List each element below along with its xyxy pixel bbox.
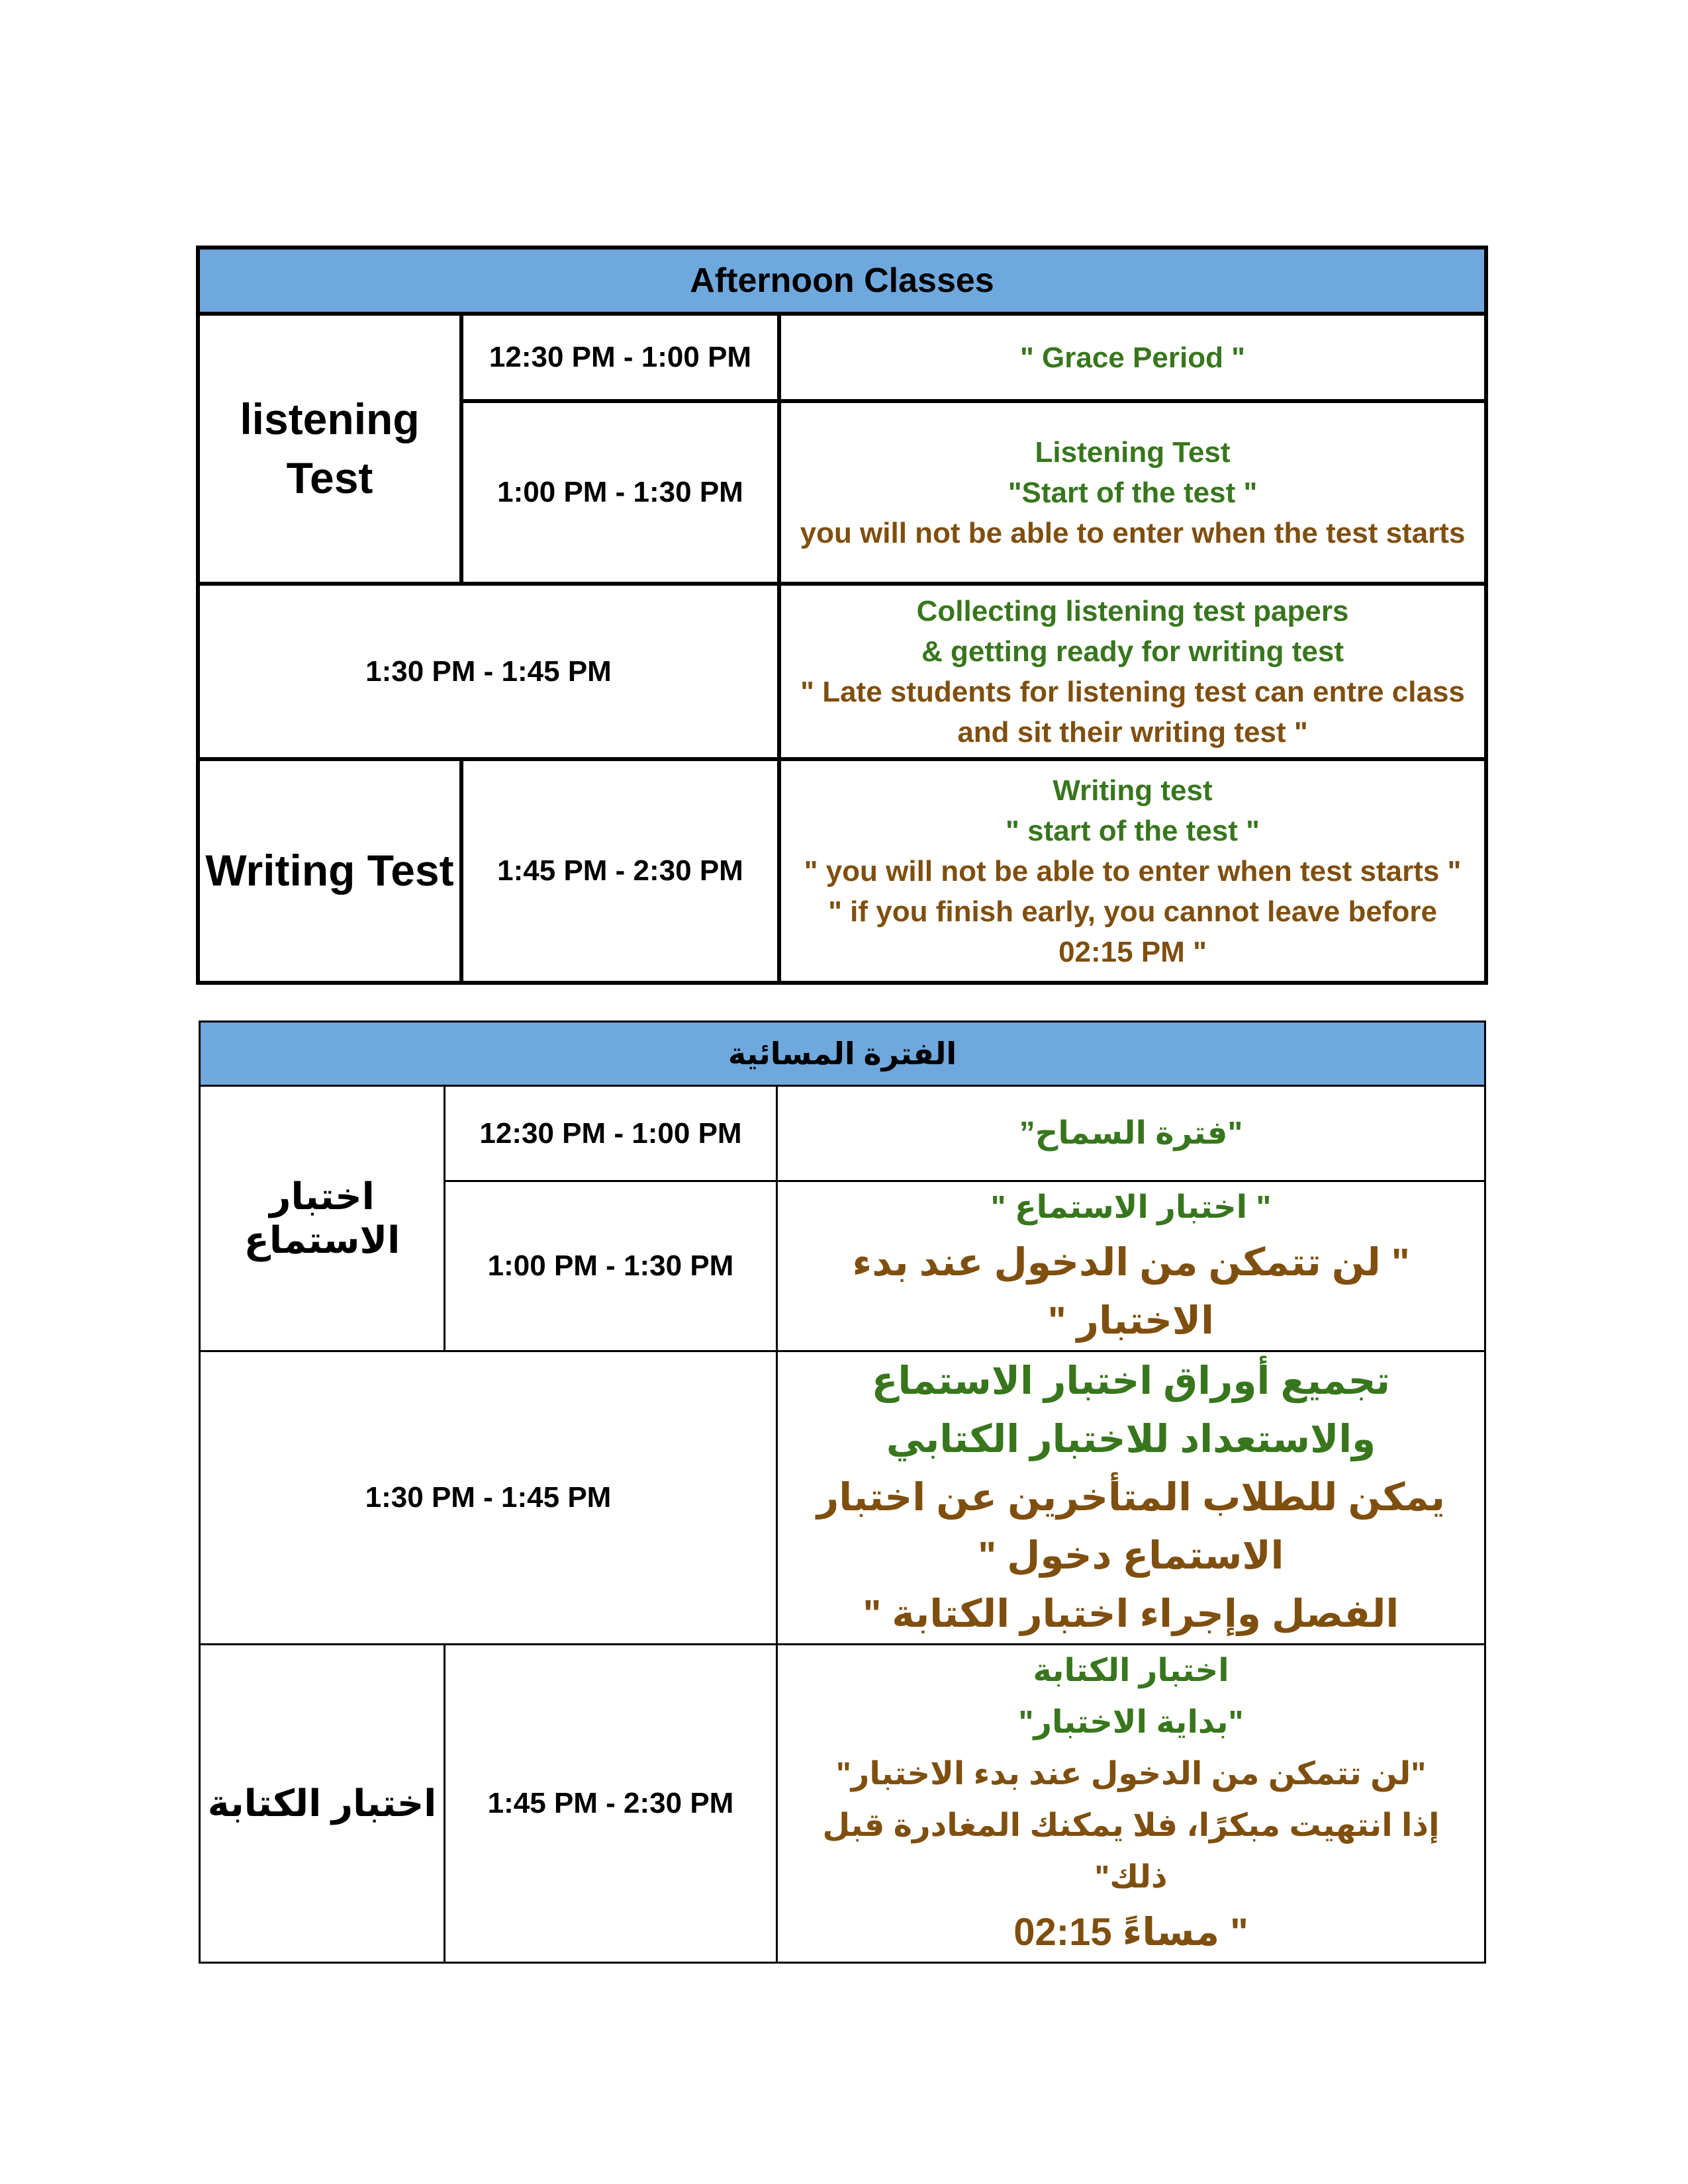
collecting-papers-cell <box>779 584 1486 759</box>
desc-line: " Late students for listening test can entre class <box>800 675 1465 708</box>
desc-line: " مساءً 02:15 <box>1013 1911 1248 1954</box>
desc-line: الفصل وإجراء اختبار الكتابة " <box>863 1592 1399 1635</box>
time-slot: 1:45 PM - 2:30 PM <box>445 1645 777 1963</box>
time-slot: 1:00 PM - 1:30 PM <box>445 1181 777 1351</box>
desc-line: and sit their writing test " <box>957 715 1308 749</box>
desc-line: " لن تتمكن من الدخول عند بدء الاختبار " <box>852 1241 1410 1342</box>
desc-line: Listening Test <box>1035 435 1231 469</box>
time-slot: 12:30 PM - 1:00 PM <box>461 314 779 401</box>
desc-line: you will not be able to enter when the test starts <box>800 516 1466 549</box>
listening-test-cell <box>777 1181 1485 1351</box>
writing-test-label: اختبار الكتابة <box>200 1645 445 1963</box>
listening-test-label <box>198 314 461 584</box>
desc-line: تجميع أوراق اختبار الاستماع <box>871 1359 1391 1402</box>
desc-line: " start of the test " <box>1006 814 1260 847</box>
grace-period-cell: " Grace Period " <box>779 314 1486 401</box>
desc-line: Collecting listening test papers <box>916 594 1349 627</box>
time-slot: 1:45 PM - 2:30 PM <box>461 759 779 983</box>
table-header: الفترة المسائية <box>200 1022 1485 1086</box>
writing-test-cell <box>777 1645 1485 1963</box>
listening-label-line: listening <box>240 394 420 443</box>
desc-line: "بداية الاختبار" <box>1018 1705 1244 1740</box>
desc-line: "Start of the test " <box>1008 476 1258 509</box>
desc-line: Writing test <box>1053 774 1213 807</box>
desc-line: " اختبار الاستماع " <box>990 1190 1272 1225</box>
listening-test-label: اختبار الاستماع <box>200 1086 445 1351</box>
time-slot: 12:30 PM - 1:00 PM <box>445 1086 777 1181</box>
writing-test-label: Writing Test <box>198 759 461 983</box>
time-slot: 1:00 PM - 1:30 PM <box>461 401 779 584</box>
desc-line: & getting ready for writing test <box>921 635 1344 668</box>
desc-line: 02:15 PM " <box>1058 935 1207 968</box>
afternoon-schedule-table <box>196 246 1488 985</box>
desc-line: " if you finish early, you cannot leave before <box>828 895 1437 928</box>
desc-line: " you will not be able to enter when test starts " <box>804 854 1462 887</box>
listening-test-cell <box>779 401 1486 584</box>
arabic-schedule-table <box>199 1021 1486 1964</box>
desc-line: اختبار الكتابة <box>1033 1653 1229 1688</box>
desc-line: إذا انتهيت مبكرًا، فلا يمكنك المغادرة قبل ذلك" <box>822 1808 1440 1895</box>
time-slot: 1:30 PM - 1:45 PM <box>198 584 779 759</box>
table-header: Afternoon Classes <box>198 248 1486 314</box>
desc-line: "لن تتمكن من الدخول عند بدء الاختبار" <box>835 1756 1427 1792</box>
writing-test-cell <box>779 759 1486 983</box>
desc-line: والاستعداد للاختبار الكتابي <box>886 1418 1376 1461</box>
collecting-papers-cell <box>777 1351 1485 1645</box>
grace-period-cell: "فترة السماح” <box>777 1086 1485 1181</box>
desc-line: يمكن للطلاب المتأخرين عن اختبار الاستماع دخول " <box>816 1476 1446 1577</box>
time-slot: 1:30 PM - 1:45 PM <box>200 1351 777 1645</box>
listening-label-line: Test <box>286 453 373 502</box>
